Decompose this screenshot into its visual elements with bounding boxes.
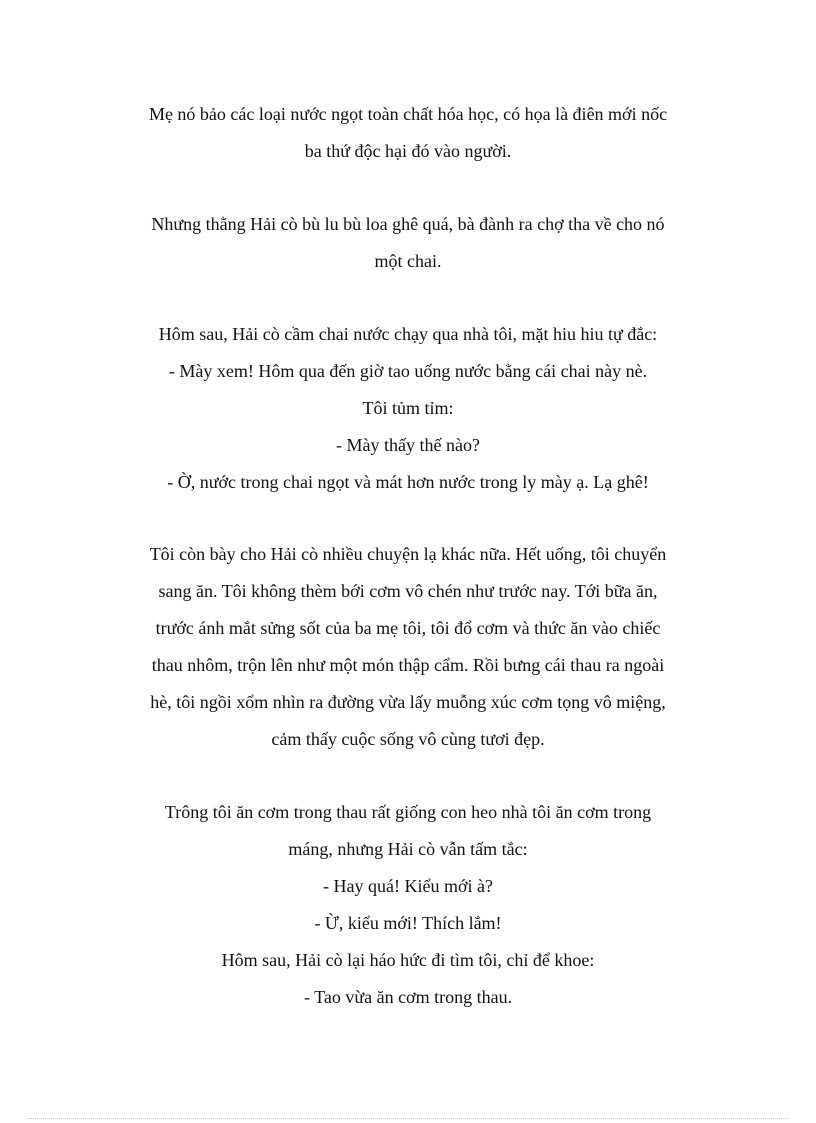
text-line: Mẹ nó bảo các loại nước ngọt toàn chất hóa học, có họa là điên mới nốc <box>148 104 668 124</box>
dialogue-line: - Ờ, nước trong chai ngọt và mát hơn nước trong ly mày ạ. Lạ ghê! <box>167 472 649 492</box>
text-line: một chai. <box>374 251 442 271</box>
text-line: Hôm sau, Hải cò lại háo hức đi tìm tôi, chỉ để khoe: <box>221 950 595 970</box>
text-line: máng, nhưng Hải cò vẫn tấm tắc: <box>288 839 528 859</box>
text-line: Hôm sau, Hải cò cầm chai nước chạy qua nhà tôi, mặt hiu hiu tự đắc: <box>158 324 658 344</box>
text-line: thau nhôm, trộn lên như một món thập cẩm. Rồi bưng cái thau ra ngoài <box>151 655 665 675</box>
dialogue-line: - Hay quá! Kiểu mới à? <box>323 876 493 896</box>
text-line: hè, tôi ngồi xổm nhìn ra đường vừa lấy muỗng xúc cơm tọng vô miệng, <box>150 692 666 712</box>
paragraph-2 <box>100 206 716 280</box>
text-line: cảm thấy cuộc sống vô cùng tươi đẹp. <box>271 729 545 749</box>
page-bottom-divider <box>28 1118 788 1119</box>
text-line: trước ánh mắt sửng sốt của ba mẹ tôi, tôi đổ cơm và thức ăn vào chiếc <box>155 618 661 638</box>
paragraph-3 <box>100 316 716 501</box>
paragraph-5 <box>100 794 716 1016</box>
paragraph-4 <box>100 536 716 758</box>
text-line: sang ăn. Tôi không thèm bới cơm vô chén như trước nay. Tới bữa ăn, <box>158 581 658 601</box>
text-line: Tôi tủm tỉm: <box>362 398 454 418</box>
text-line: Trông tôi ăn cơm trong thau rất giống con heo nhà tôi ăn cơm trong <box>164 802 652 822</box>
dialogue-line: - Ừ, kiểu mới! Thích lắm! <box>314 913 502 933</box>
dialogue-line: - Tao vừa ăn cơm trong thau. <box>303 987 513 1007</box>
text-line: ba thứ độc hại đó vào người. <box>304 141 512 161</box>
text-line: Tôi còn bày cho Hải cò nhiều chuyện lạ khác nữa. Hết uống, tôi chuyển <box>149 544 667 564</box>
text-line: Nhưng thằng Hải cò bù lu bù loa ghê quá, bà đành ra chợ tha về cho nó <box>151 214 665 234</box>
dialogue-line: - Mày thấy thế nào? <box>336 435 480 455</box>
paragraph-1 <box>100 96 716 170</box>
dialogue-line: - Mày xem! Hôm qua đến giờ tao uống nước bằng cái chai này nè. <box>168 361 648 381</box>
